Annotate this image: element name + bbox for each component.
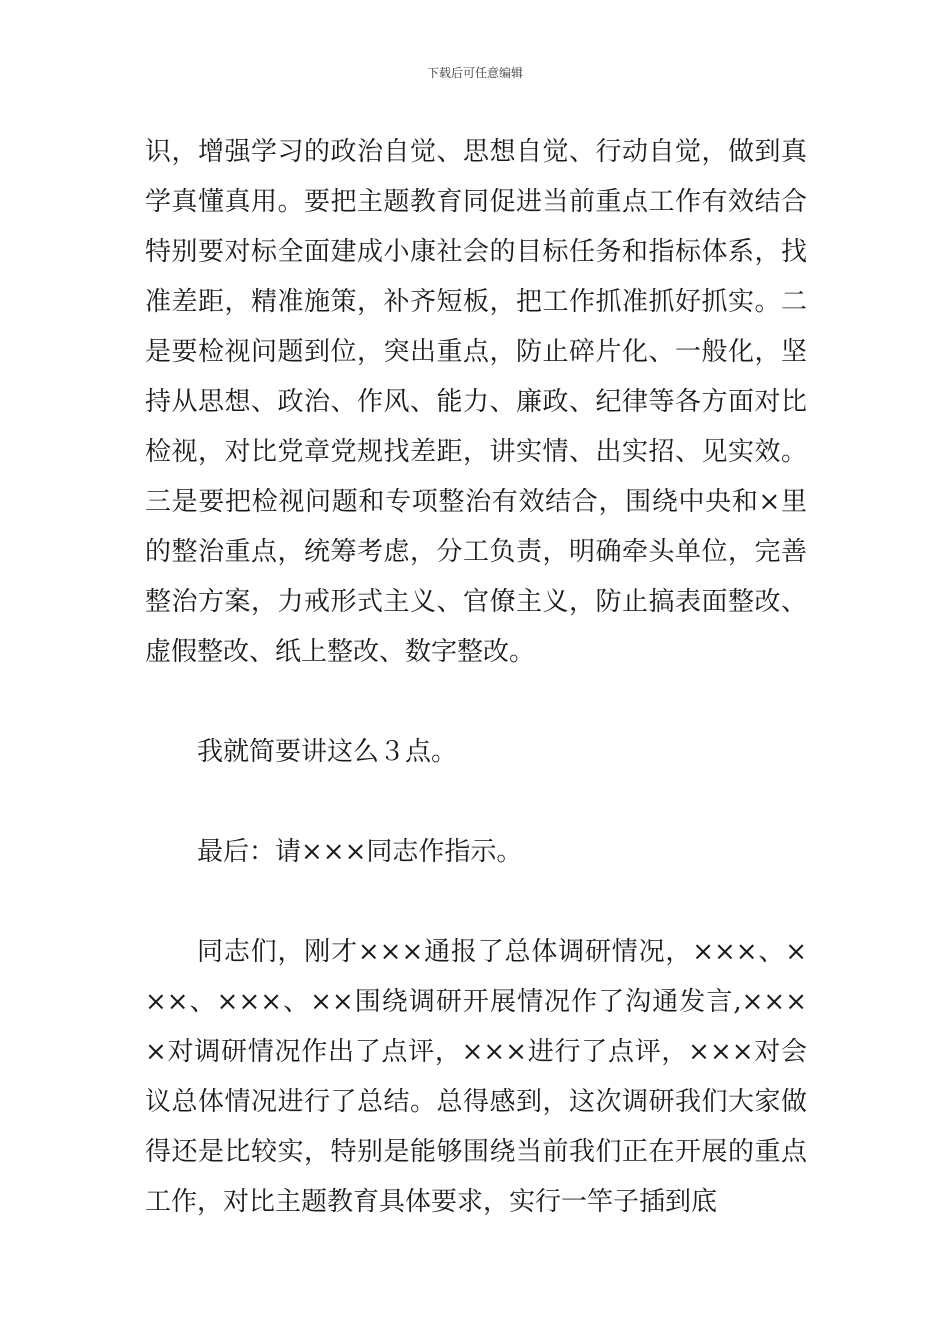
paragraph-speech: 同志们，刚才×××通报了总体调研情况，×××、×××、×××、××围绕调研开展情况作了沟通发言,××××对调研情况作出了点评，×××进行了点评，×××对会议总体情况进行了总结。总得感到，这次调研我们大家做得还是比较实，特别是能够围绕当前我们正在开展的重点工作，对比主题教育具体要求，实行一竿子插到底: [145, 937, 807, 1217]
paragraph-continuation: 识，增强学习的政治自觉、思想自觉、行动自觉，做到真学真懂真用。要把主题教育同促进当前重点工作有效结合特别要对标全面建成小康社会的目标任务和指标体系，找准差距，精准施策，补齐短板，把工作抓准抓好抓实。二是要检视问题到位，突出重点，防止碎片化、一般化，坚持从思想、政治、作风、能力、廉政、纪律等各方面对比检视，对比党章党规找差距，讲实情、出实招、见实效。三是要把检视问题和专项整治有效结合，围绕中央和×里的整治重点，统筹考虑，分工负责，明确牵头单位，完善整治方案，力戒形式主义、官僚主义，防止搞表面整改、虚假整改、纸上整改、数字整改。: [145, 137, 807, 667]
paragraph-gap: [145, 677, 807, 727]
page-header-note: 下载后可任意编辑: [426, 66, 523, 80]
paragraph-gap: [145, 777, 807, 827]
paragraph-summary: 我就简要讲这么３点。: [197, 737, 458, 767]
paragraph-closing: 最后：请×××同志作指示。: [197, 837, 523, 867]
document-body: [145, 127, 807, 1227]
paragraph-gap: [145, 877, 807, 927]
